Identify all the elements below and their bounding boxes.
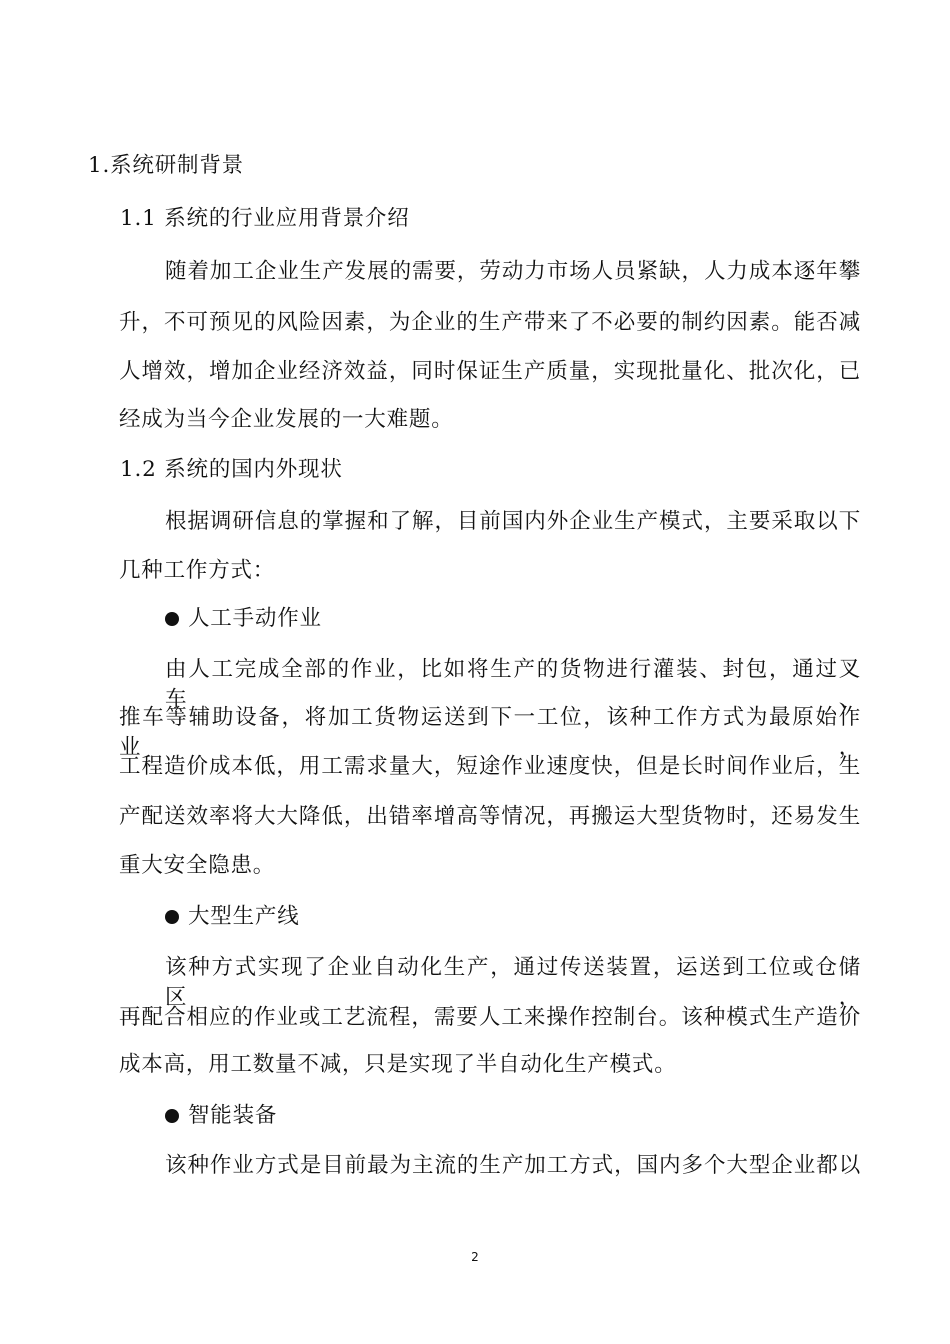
paragraph-line: 成本高，用工数量不减，只是实现了半自动化生产模式。	[119, 1052, 677, 1077]
paragraph-line: 几种工作方式：	[119, 558, 276, 583]
paragraph-line: 由人工完成全部的作业，比如将生产的货物进行灌装、封包，通过叉车、	[165, 657, 861, 712]
paragraph-line: 人增效，增加企业经济效益，同时保证生产质量，实现批量化、批次化，已	[119, 359, 861, 384]
bullet-icon	[165, 910, 179, 924]
paragraph-line: 工程造价成本低，用工需求量大，短途作业速度快，但是长时间作业后，生	[119, 754, 861, 779]
bullet-item-manual	[165, 604, 322, 634]
paragraph-line: 随着加工企业生产发展的需要，劳动力市场人员紧缺，人力成本逐年攀	[165, 259, 861, 284]
paragraph-line: 重大安全隐患。	[119, 853, 276, 878]
bullet-label: 智能装备	[188, 1103, 278, 1128]
paragraph-line: 升，不可预见的风险因素，为企业的生产带来了不必要的制约因素。能否减	[119, 310, 861, 335]
bullet-icon	[165, 612, 179, 626]
section-1-2-title: 1.2 系统的国内外现状	[120, 457, 343, 482]
bullet-label: 大型生产线	[188, 904, 300, 929]
bullet-item-production-line	[165, 902, 300, 932]
paragraph-line: 该种方式实现了企业自动化生产，通过传送装置，运送到工位或仓储区，	[165, 955, 861, 1010]
page-number: 2	[471, 1250, 479, 1264]
section-1-1-title: 1.1 系统的行业应用背景介绍	[120, 206, 410, 231]
heading-1: 1.系统研制背景	[88, 153, 244, 178]
bullet-icon	[165, 1109, 179, 1123]
paragraph-line: 推车等辅助设备，将加工货物运送到下一工位，该种工作方式为最原始作业，	[119, 705, 861, 760]
paragraph-line: 根据调研信息的掌握和了解，目前国内外企业生产模式，主要采取以下	[165, 509, 861, 534]
paragraph-line: 再配合相应的作业或工艺流程，需要人工来操作控制台。该种模式生产造价	[119, 1005, 861, 1030]
bullet-label: 人工手动作业	[188, 606, 322, 631]
paragraph-line: 产配送效率将大大降低，出错率增高等情况，再搬运大型货物时，还易发生	[119, 804, 861, 829]
paragraph-line: 该种作业方式是目前最为主流的生产加工方式，国内多个大型企业都以	[165, 1153, 861, 1178]
paragraph-line: 经成为当今企业发展的一大难题。	[119, 407, 454, 432]
bullet-item-smart-equipment	[165, 1101, 277, 1131]
